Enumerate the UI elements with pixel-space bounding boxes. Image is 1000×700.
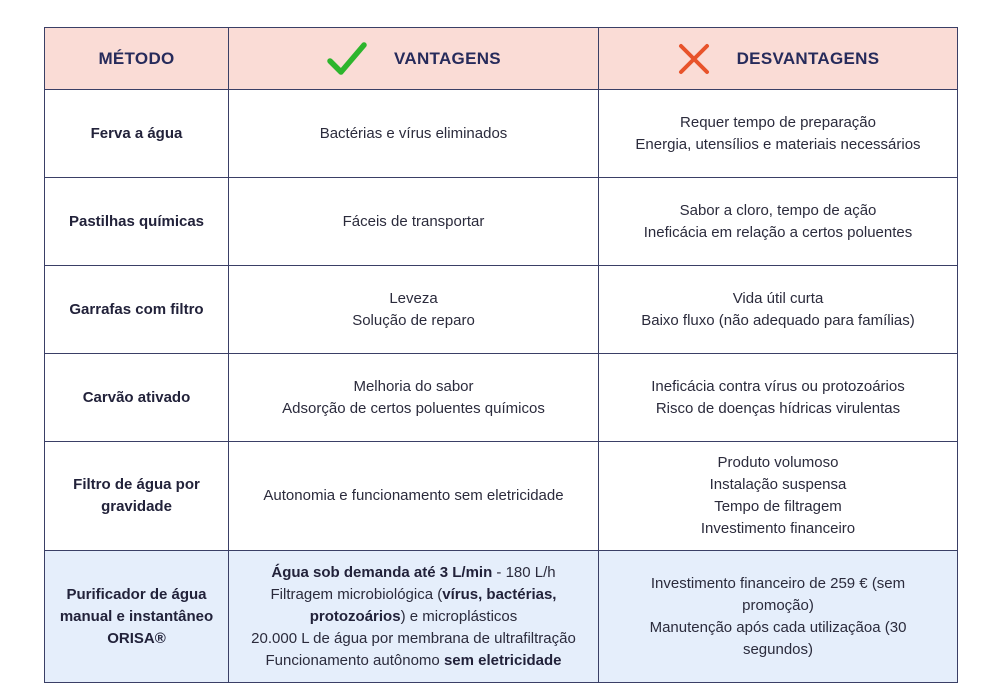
method-cell: Carvão ativado <box>45 354 229 441</box>
table-row <box>45 441 957 550</box>
advantages-cell: Água sob demanda até 3 L/min - 180 L/h Filtragem microbiológica (vírus, bactérias, protozoários) e microplásticos 20.000 L de água por membrana de ultrafiltração Funcionamento autônomo sem eletricidade <box>229 551 599 682</box>
advantage-line: protozoários) e microplásticos <box>309 607 518 625</box>
table-row-highlighted <box>45 550 957 682</box>
disadvantages-cell: Ineficácia contra vírus ou protozoários Risco de doenças hídricas virulentas <box>651 377 905 417</box>
advantages-cell: Bactérias e vírus eliminados <box>229 90 599 177</box>
advantage-line: Filtragem microbiológica (vírus, bactérias, <box>270 585 557 603</box>
advantages-cell: Leveza Solução de reparo <box>229 266 599 353</box>
advantages-cell: Melhoria do sabor Adsorção de certos poluentes químicos <box>229 354 599 441</box>
header-method: MÉTODO <box>45 28 229 89</box>
advantage-line: Funcionamento autônomo sem eletricidade <box>265 651 562 669</box>
method-cell: Filtro de água por gravidade <box>45 442 229 550</box>
method-cell: Ferva a água <box>45 90 229 177</box>
header-disadvantages: DESVANTAGENS <box>599 28 957 89</box>
cross-icon <box>677 42 711 76</box>
disadvantages-cell: Vida útil curta Baixo fluxo (não adequado para famílias) <box>641 289 915 329</box>
disadvantages-cell: Sabor a cloro, tempo de ação Ineficácia em relação a certos poluentes <box>643 201 913 241</box>
method-cell: Pastilhas químicas <box>45 178 229 265</box>
comparison-table <box>44 27 958 683</box>
advantages-cell: Fáceis de transportar <box>229 178 599 265</box>
header-advantages: VANTAGENS <box>229 28 599 89</box>
method-cell: Garrafas com filtro <box>45 266 229 353</box>
table-row <box>45 89 957 177</box>
check-icon <box>326 40 368 78</box>
disadvantages-cell: Investimento financeiro de 259 € (sem promoção) Manutenção após cada utilizaçãoa (30 segundos) <box>649 574 907 658</box>
disadvantages-cell: Produto volumoso Instalação suspensa Tempo de filtragem Investimento financeiro <box>700 454 856 537</box>
disadvantages-cell: Requer tempo de preparação Energia, utensílios e materiais necessários <box>635 113 921 153</box>
method-cell: Purificador de água manual e instantâneo ORISA® <box>45 551 229 682</box>
advantage-line: Água sob demanda até 3 L/min - 180 L/h <box>271 563 556 581</box>
table-row <box>45 265 957 353</box>
table-row <box>45 177 957 265</box>
table-row <box>45 353 957 441</box>
advantages-cell: Autonomia e funcionamento sem eletricidade <box>229 442 599 550</box>
table-header <box>45 28 957 89</box>
